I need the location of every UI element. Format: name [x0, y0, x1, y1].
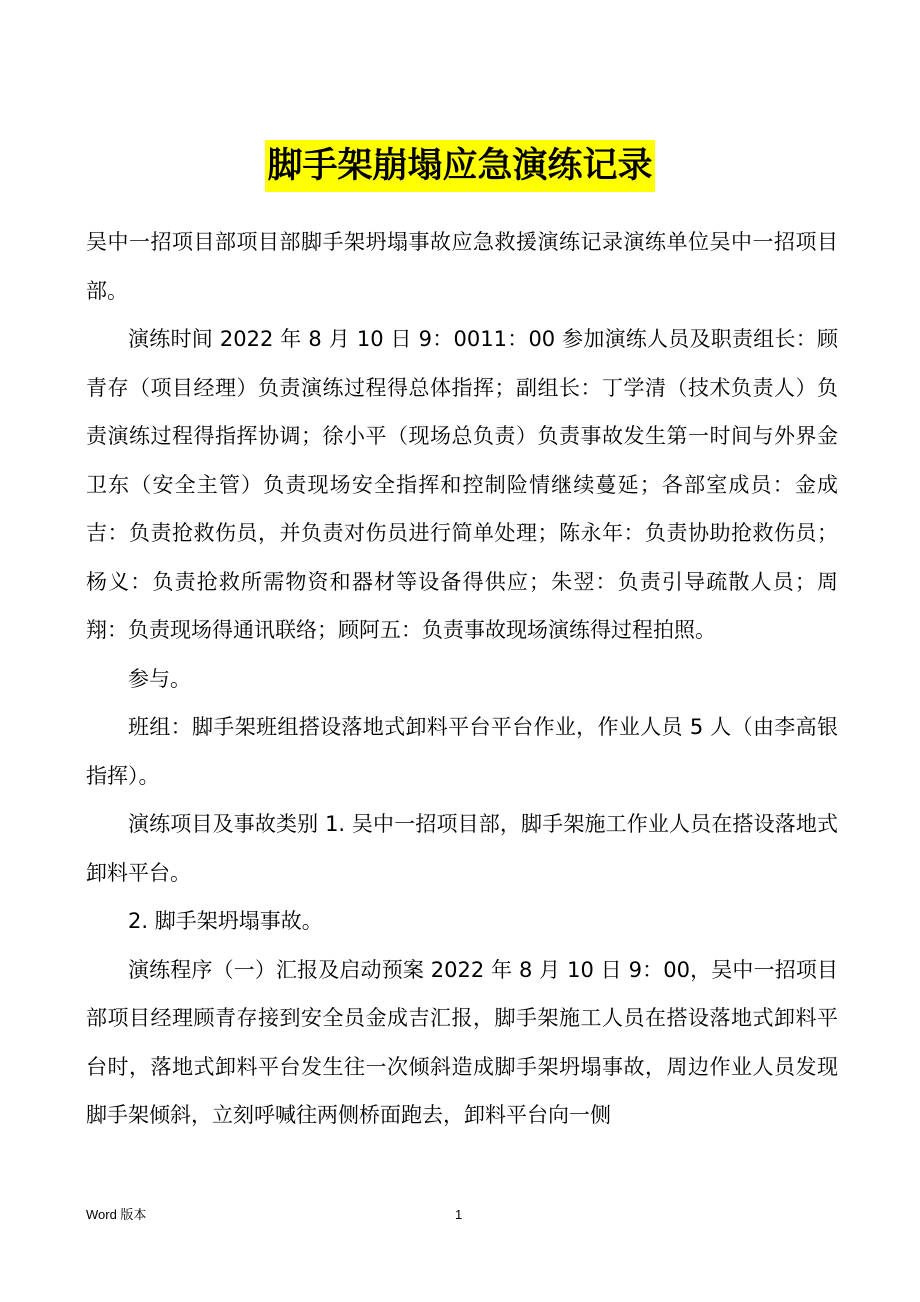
paragraph: 演练项目及事故类别 1. 吴中一招项目部，脚手架施工作业人员在搭设落地式卸料平台。 [86, 812, 838, 885]
document-title: 脚手架崩塌应急演练记录 [265, 140, 654, 192]
title-container [0, 140, 920, 192]
paragraph: 演练程序（一）汇报及启动预案 2022 年 8 月 10 日 9：00，吴中一招项目部项目经理顾青存接到安全员金成吉汇报，脚手架施工人员在搭设落地式卸料平台时，落地式卸料平台发生往一次倾斜造成脚手架坍塌事故，周边作业人员发现脚手架倾斜，立刻呼喊往两侧桥面跑去，卸料平台向一侧 [86, 957, 838, 1127]
paragraph: 2. 脚手架坍塌事故。 [128, 909, 323, 933]
document-body [86, 218, 838, 1140]
paragraph: 演练时间 2022 年 8 月 10 日 9：0011：00 参加演练人员及职责组长：顾青存（项目经理）负责演练过程得总体指挥；副组长：丁学清（技术负责人）负责演练过程得指挥协调；徐小平（现场总负责）负责事故发生第一时间与外界金卫东（安全主管）负责现场安全指挥和控制险情继续蔓延；各部室成员：金成吉：负责抢救伤员，并负责对伤员进行简单处理；陈永年：负责协助抢救伤员；杨义：负责抢救所需物资和器材等设备得供应；朱翌：负责引导疏散人员；周翔：负责现场得通讯联络；顾阿五：负责事故现场演练得过程拍照。 [86, 327, 838, 642]
page-number: 1 [455, 1207, 463, 1222]
paragraph: 班组：脚手架班组搭设落地式卸料平台平台作业，作业人员 5 人（由李高银指挥）。 [86, 715, 838, 788]
paragraph: 参与。 [128, 666, 191, 691]
paragraph: 吴中一招项目部项目部脚手架坍塌事故应急救援演练记录演练单位吴中一招项目部。 [86, 230, 838, 303]
footer-label: Word 版本 [86, 1207, 147, 1222]
